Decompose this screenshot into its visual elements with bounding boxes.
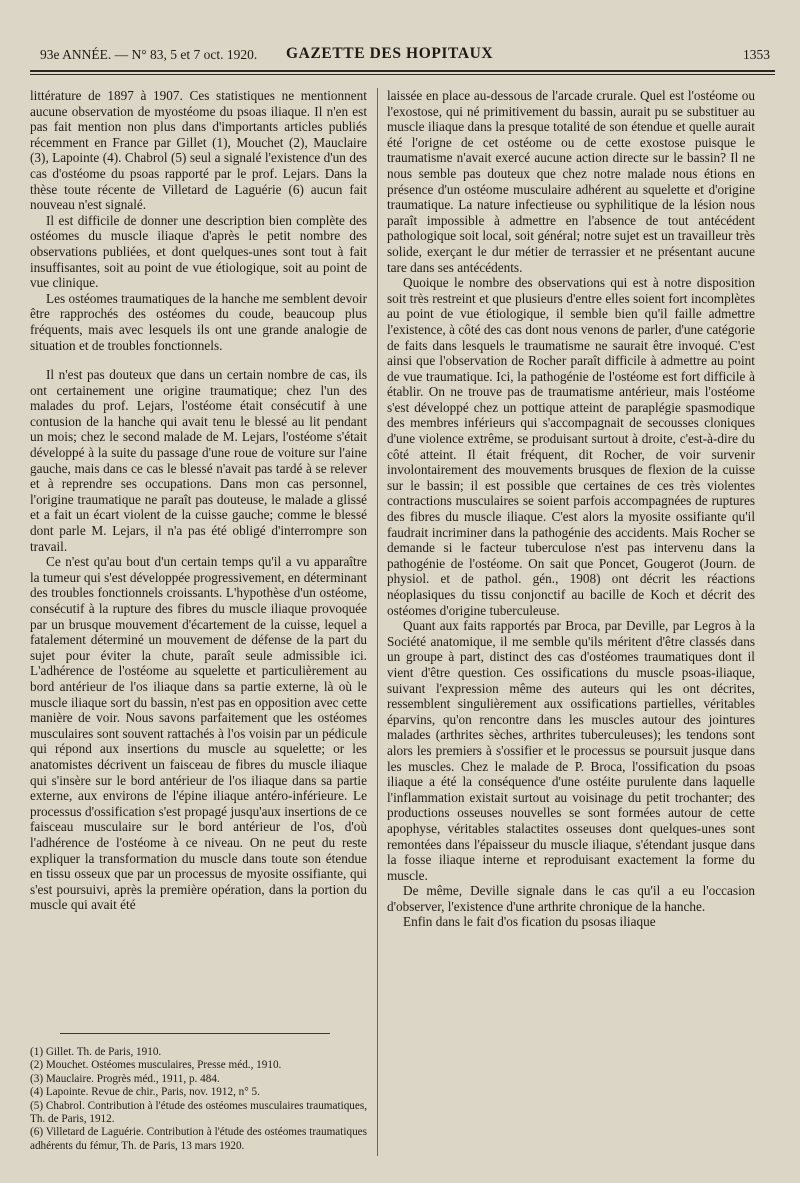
page-number: 1353	[743, 47, 770, 62]
column-divider	[377, 88, 378, 1156]
footnote: (6) Villetard de Laguérie. Contribution à l'étude des ostéomes traumatiques adhérents du fémur, Th. de Paris, 13 mars 1920.	[30, 1126, 367, 1152]
footnote: (3) Mauclaire. Progrès méd., 1911, p. 484.	[30, 1072, 220, 1085]
paragraph: laissée en place au-dessous de l'arcade crurale. Quel est l'ostéome ou l'exostose, qui né primitivement du bassin, aurait pu se substituer au muscle iliaque dans la presque totalité de son étendue et quelle aurait été l'origne de cet ostéome ou de cette exostose puisque le traumatisme n'avait exercé aucune action directe sur le bassin? Il ne nous semble pas douteux que chez notre malade nous étions en présence d'un ostéome musculaire adhérent au squelette et d'origine traumatique. La nature infectieuse ou syphilitique de la lésion nous paraît impossible à admettre en l'absence de tout antécédent pathologique soit local, soit général; notre sujet est un travailleur très solide, exerçant le dur métier de terrassier et ne présentant aucune tare dans ses antécédents.	[387, 88, 755, 275]
footnotes	[30, 1046, 367, 1153]
right-column	[387, 88, 755, 930]
paragraph: Il n'est pas douteux que dans un certain nombre de cas, ils ont certainement une origine traumatique; chez l'un des malades du prof. Lejars, l'ostéome était consécutif à une contusion de la hanche qui avait tenu le blessé au lit pendant un mois; chez le second malade de M. Lejars, l'ostéome s'était développé à la suite du passage d'une roue de voiture sur l'aine gauche, mais dans ce cas le blessé n'avait pas tardé à se relever et à reprendre ses occupations. Dans mon cas personnel, l'origine traumatique ne paraît pas douteuse, le malade a glissé et a fait un écart violent de la cuisse gauche; comme le blessé dont parle M. Lejars, il n'a pas été obligé d'interrompre son travail.	[30, 367, 367, 554]
footnote: (1) Gillet. Th. de Paris, 1910.	[30, 1046, 162, 1058]
page-header	[40, 45, 770, 71]
paragraph: Ce n'est qu'au bout d'un certain temps qu'il a vu apparaître la tumeur qui s'est développée progressivement, en déterminant des troubles fonctionnels croissants. L'hypothèse d'un ostéome, consécutif à la rupture des fibres du muscle iliaque provoquée par un brusque mouvement d'écartement de la cuisse, lequel a fatalement déterminé un mouvement de défense de la part du sujet pour éviter la chute, paraît seule admissible ici. L'adhérence de l'ostéome au squelette et particulièrement au bord antérieur de l'os iliaque dans sa partie externe, là où le muscle iliaque sort du bassin, n'est pas en opposition avec cette manière de voir. Nous savons parfaitement que les ostéomes musculaires sont souvent rattachés à l'os voisin par un pédicule qui répond aux insertions du muscle au squelette; or les anatomistes décrivent un faisceau de fibres du muscle iliaque qui s'insère sur le bord antérieur de l'os iliaque dans sa partie externe, aux environs de l'épine iliaque antéro-inférieure. Le processus d'ossification s'est propagé jusqu'aux insertions de ce faisceau musculaire sur le bord antérieur de l'os, d'où l'adhérence de l'ostéome à ce niveau. On ne peut du reste expliquer la transformation du muscle dans toute son étendue en tissu osseux que par un processus de myosite ossifiante, qui s'est poursuivi, après la première opération, dans la portion du muscle qui avait été	[30, 554, 367, 913]
paragraph: De même, Deville signale dans le cas qu'il a eu l'occasion d'observer, l'existence d'une arthrite chronique de la hanche.	[387, 883, 755, 914]
issue-info: 93e ANNÉE. — N° 83, 5 et 7 oct. 1920.	[40, 47, 258, 62]
header-rule-thick	[30, 70, 775, 72]
paragraph: Quant aux faits rapportés par Broca, par Deville, par Legros à la Société anatomique, il me semble qu'ils méritent d'être classés dans un groupe à part, distinct des cas d'ostéomes traumatiques dont il vient d'être question. Ces ossifications du muscle psoas-iliaque, suivant l'expression même des auteurs qui les ont décrites, ressemblent singulièrement aux ossifications partielles, véritables éparvins, qu'on rencontre dans les muscles autour des jointures malades (arthrites sèches, arthrites tuberculeuses); les tendons sont alors les premiers à s'ossifier et le processus se poursuit jusque dans les muscles. Chez le malade de P. Broca, l'ossification du psoas iliaque a été la conséquence d'une ostéite purulente dans laquelle l'inflammation existait surtout au voisinage du petit trochanter; des productions osseuses nouvelles se sont formées autour de cette apophyse, véritables stalactites osseuses dont quelques-unes sont remontées dans l'épaisseur du muscle iliaque, s'étendant jusque dans la fosse iliaque interne et reproduisant exactement la forme du muscle.	[387, 618, 755, 883]
publication-title: GAZETTE DES HOPITAUX	[286, 45, 494, 62]
footnote: (5) Chabrol. Contribution à l'étude des ostéomes musculaires traumatiques, Th. de Paris, 1912.	[30, 1099, 367, 1126]
paragraph: Il est difficile de donner une description bien complète des ostéomes du muscle iliaque d'après le petit nombre des observations publiées, et dont quelques-unes sont tout à fait insuffisantes, soit au point de vue étiologique, soit au point de vue clinique.	[30, 212, 367, 291]
footnote-rule	[60, 1033, 330, 1034]
paragraph: Enfin dans le fait d'os fication du psosas iliaque	[403, 914, 656, 930]
paragraph: Les ostéomes traumatiques de la hanche me semblent devoir être rapprochés des ostéomes du coude, beaucoup plus fréquents, mais avec lesquels ils ont une grande analogie de situation et de troubles fonctionnels.	[30, 290, 367, 353]
paragraph: littérature de 1897 à 1907. Ces statistiques ne mentionnent aucune observation de myostéome du psoas iliaque. Il n'en est pas fait mention non plus dans d'importants articles publiés récemment en France par Gillet (1), Mouchet (2), Mauclaire (3), Lapointe (4). Chabrol (5) seul a signalé l'existence d'un des cas d'ostéome du psoas rapporté par le prof. Lejars. Dans la thèse toute récente de Villetard de Laguérie (6) aucun fait nouveau n'est signalé.	[30, 88, 367, 213]
footnote: (2) Mouchet. Ostéomes musculaires, Presse méd., 1910.	[30, 1059, 282, 1072]
header-rule-thin	[30, 74, 775, 75]
footnote: (4) Lapointe. Revue de chir., Paris, nov. 1912, n° 5.	[30, 1086, 260, 1099]
left-column	[30, 88, 367, 913]
paragraph: Quoique le nombre des observations qui est à notre disposition soit très restreint et que plusieurs d'entre elles soient fort incomplètes au point de vue étiologique, il semble bien qu'il faille admettre l'existence, à côté des cas dont nous venons de parler, d'une catégorie de faits dans lesquels le traumatisme ne saurait être invoqué. C'est ainsi que l'observation de Rocher paraît difficile à admettre au point de vue traumatique. Ici, la pathogénie de l'ostéome est fort difficile à établir. On ne trouve pas de traumatisme antérieur, mais l'ostéome s'est développé chez un pottique atteint de paraplégie spasmodique des membres inférieurs qui s'accompagnait de secousses cloniques d'une violence extrême, se produisant surtout à droite, c'est-à-dire du côté atteint. Il était fréquent, dit Rocher, de voir survenir involontairement des mouvements brusques de flexion de la cuisse sur le bassin; il est possible que certaines de ces très violentes contractions musculaires se soient parfois accompagnées de ruptures des fibres du muscle iliaque. C'est alors la myosite ossifiante qu'il faudrait incriminer dans la pathogénie des accidents. Mais Rocher se demande si le facteur tuberculose n'est pas intervenu dans la pathogénie de l'ostéome. On sait que Poncet, Gougerot (Journ. de physiol. et de pathol. gén., 1908) ont décrit les réactions néoplasiques du tissu conjonctif au bacille de Koch et décrit des ostéomes d'origine tuberculeuse.	[387, 275, 755, 618]
